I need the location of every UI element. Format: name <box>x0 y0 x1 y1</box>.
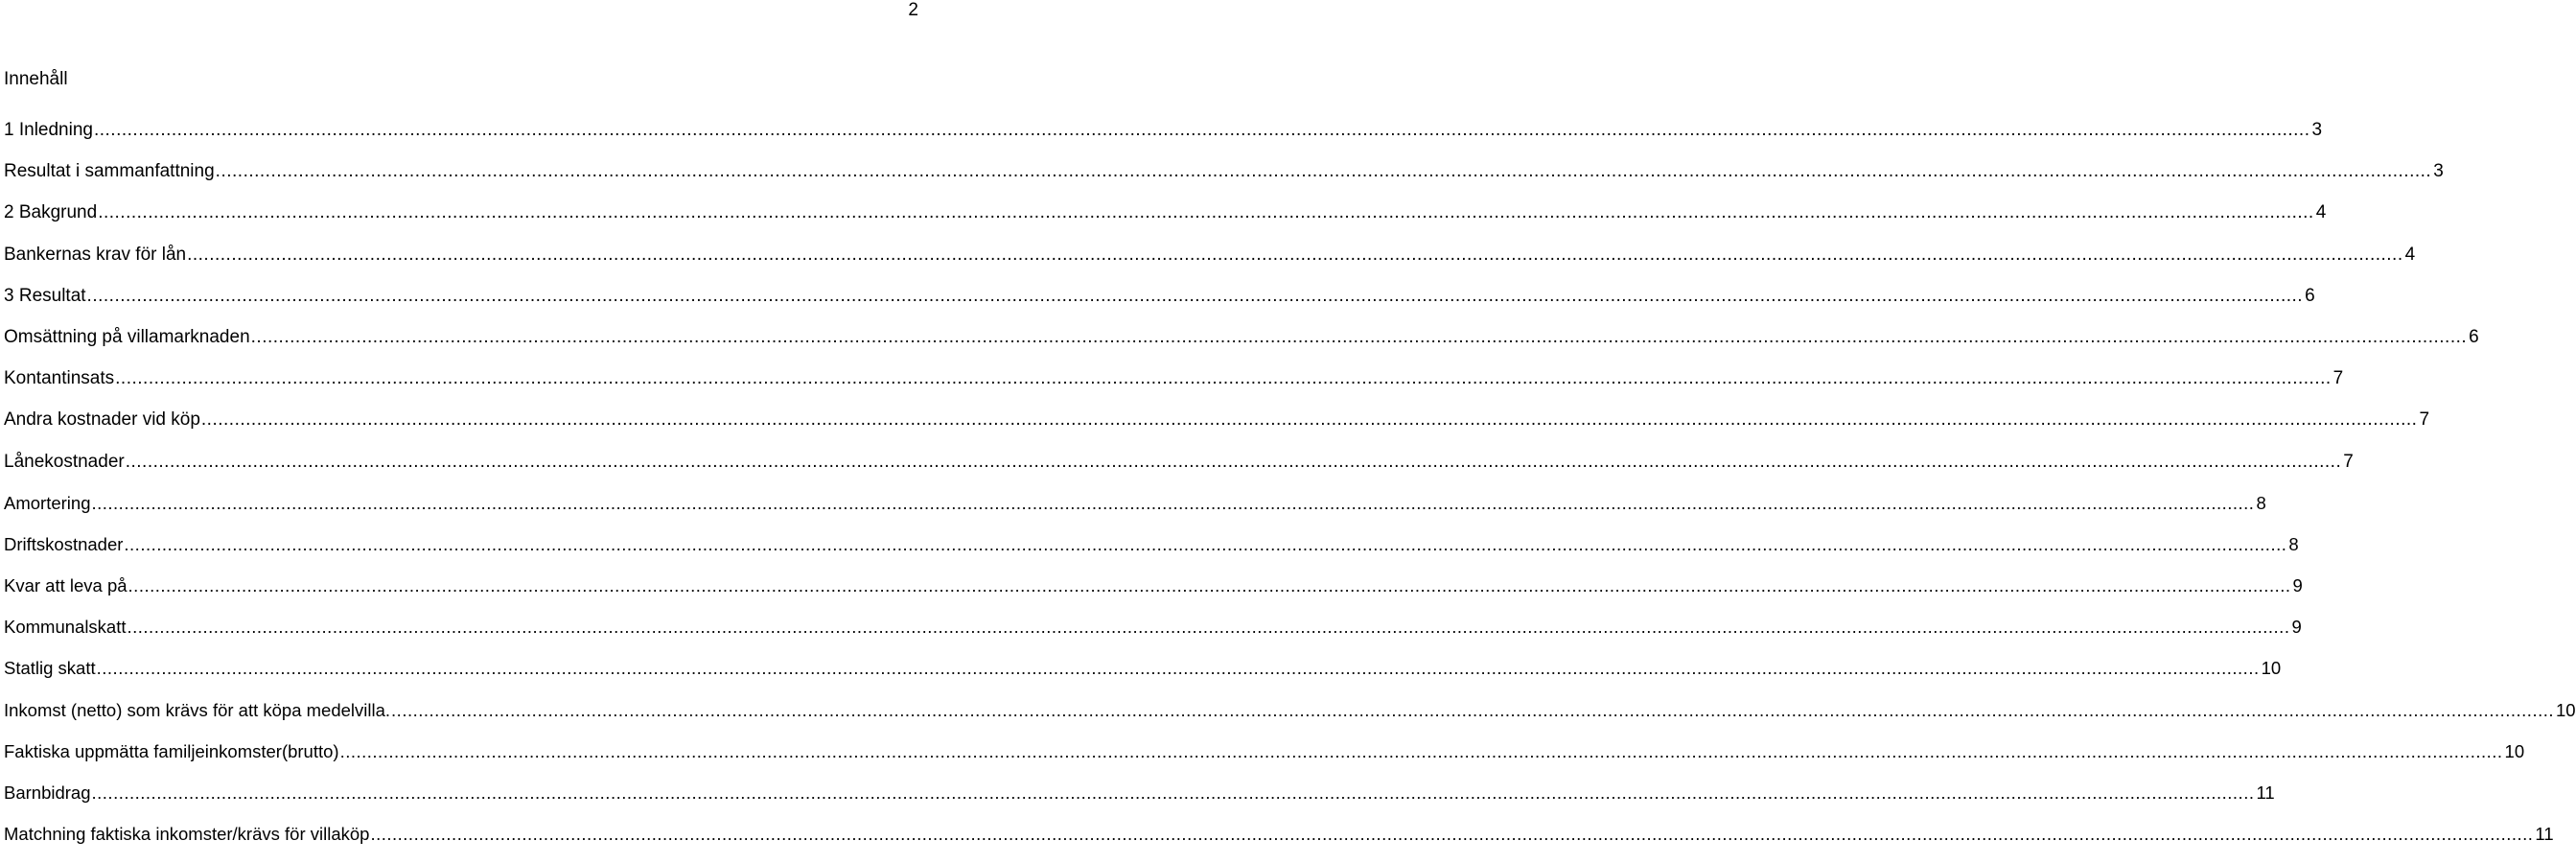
toc-entry-page-number: 3 <box>2311 120 2323 140</box>
toc-entry-page-number: 3 <box>2433 161 2444 182</box>
toc-entry-title: 3 Resultat <box>4 285 86 306</box>
toc-entry-page-number: 7 <box>2419 409 2430 431</box>
toc-entry[interactable] <box>4 574 2303 616</box>
toc-leader-dots: ................................................................................................................................................................................................................................................................................................................................................................................................................ <box>127 617 2290 638</box>
toc-leader-dots: ................................................................................................................................................................................................................................................................................................................................................................................................................ <box>125 451 2342 472</box>
toc-entry-page-number: 7 <box>2343 451 2354 472</box>
toc-leader-dots: ................................................................................................................................................................................................................................................................................................................................................................................................................ <box>370 824 2534 845</box>
toc-entry-title: Statlig skatt <box>4 658 96 679</box>
toc-entry-title: Bankernas krav för lån <box>4 244 187 265</box>
toc-entry-title: Matchning faktiska inkomster/krävs för villaköp <box>4 824 370 845</box>
toc-leader-dots: ................................................................................................................................................................................................................................................................................................................................................................................................................ <box>86 285 2304 306</box>
toc-entry-page-number: 11 <box>2535 824 2554 845</box>
page-number: 2 <box>908 0 918 20</box>
toc-entry-page-number: 4 <box>2404 244 2416 265</box>
toc-entry-page-number: 8 <box>2288 533 2299 554</box>
toc-entry[interactable] <box>4 201 2327 243</box>
toc-entry-page-number: 10 <box>2556 699 2576 720</box>
toc-leader-dots: ................................................................................................................................................................................................................................................................................................................................................................................................................ <box>391 699 2555 720</box>
toc-entry[interactable] <box>4 409 2430 450</box>
toc-entry-title: Barnbidrag <box>4 782 91 803</box>
toc-entry-page-number: 10 <box>2261 658 2282 679</box>
toc-entry-page-number: 7 <box>2332 368 2344 389</box>
toc-heading: Innehåll <box>4 69 68 89</box>
toc-entry[interactable] <box>4 782 2275 823</box>
toc-entry-title: Andra kostnader vid köp <box>4 409 200 431</box>
toc-entry-page-number: 10 <box>2504 740 2525 761</box>
toc-entry-title: Lånekostnader <box>4 451 125 472</box>
toc-entry-title: Kontantinsats <box>4 368 115 389</box>
toc-entry-title: Kommunalskatt <box>4 617 127 638</box>
toc-leader-dots: ................................................................................................................................................................................................................................................................................................................................................................................................................ <box>115 368 2332 389</box>
toc-entry[interactable] <box>4 119 2323 160</box>
toc-leader-dots: ................................................................................................................................................................................................................................................................................................................................................................................................................ <box>187 244 2403 265</box>
toc-entry[interactable] <box>4 533 2299 574</box>
toc-leader-dots: ................................................................................................................................................................................................................................................................................................................................................................................................................ <box>93 120 2310 140</box>
toc-entry-title: Amortering <box>4 492 91 513</box>
toc-leader-dots: ................................................................................................................................................................................................................................................................................................................................................................................................................ <box>96 658 2260 679</box>
toc-leader-dots: ................................................................................................................................................................................................................................................................................................................................................................................................................ <box>128 575 2291 596</box>
toc-entry-page-number: 6 <box>2305 285 2315 306</box>
toc-leader-dots: ................................................................................................................................................................................................................................................................................................................................................................................................................ <box>91 782 2255 803</box>
toc-entry-page-number: 11 <box>2256 782 2275 803</box>
toc-entry-page-number: 8 <box>2256 492 2266 513</box>
toc-entry-title: Omsättning på villamarknaden <box>4 326 250 347</box>
toc-entry[interactable] <box>4 160 2444 201</box>
toc-entry-title: Driftskostnader <box>4 533 124 554</box>
toc-leader-dots: ................................................................................................................................................................................................................................................................................................................................................................................................................ <box>200 409 2418 431</box>
toc-entry-title: 2 Bakgrund <box>4 202 98 223</box>
toc-entry[interactable] <box>4 740 2525 782</box>
toc-leader-dots: ................................................................................................................................................................................................................................................................................................................................................................................................................ <box>124 533 2287 554</box>
toc-entry-page-number: 9 <box>2292 575 2303 596</box>
toc-leader-dots: ................................................................................................................................................................................................................................................................................................................................................................................................................ <box>339 740 2503 761</box>
toc-entry-title: 1 Inledning <box>4 120 93 140</box>
toc-entry-page-number: 4 <box>2315 202 2327 223</box>
toc-entry[interactable] <box>4 699 2576 740</box>
toc-entry[interactable] <box>4 492 2266 533</box>
toc-entry[interactable] <box>4 285 2315 326</box>
table-of-contents <box>4 119 2576 864</box>
toc-leader-dots: ................................................................................................................................................................................................................................................................................................................................................................................................................ <box>91 492 2255 513</box>
toc-entry[interactable] <box>4 367 2344 409</box>
toc-entry-page-number: 9 <box>2291 617 2302 638</box>
toc-entry-page-number: 6 <box>2469 326 2479 347</box>
toc-leader-dots: ................................................................................................................................................................................................................................................................................................................................................................................................................ <box>215 161 2432 182</box>
toc-entry[interactable] <box>4 244 2416 285</box>
toc-entry[interactable] <box>4 657 2282 698</box>
toc-entry-title: Faktiska uppmätta familjeinkomster(brutto) <box>4 740 339 761</box>
toc-entry[interactable] <box>4 616 2302 657</box>
toc-entry[interactable] <box>4 451 2354 492</box>
toc-leader-dots: ................................................................................................................................................................................................................................................................................................................................................................................................................ <box>250 326 2468 347</box>
toc-entry-title: Kvar att leva på <box>4 575 128 596</box>
toc-leader-dots: ................................................................................................................................................................................................................................................................................................................................................................................................................ <box>98 202 2314 223</box>
toc-entry[interactable] <box>4 326 2479 367</box>
toc-entry-title: Inkomst (netto) som krävs för att köpa medelvilla. <box>4 699 391 720</box>
toc-entry[interactable] <box>4 823 2554 864</box>
toc-entry-title: Resultat i sammanfattning <box>4 161 215 182</box>
